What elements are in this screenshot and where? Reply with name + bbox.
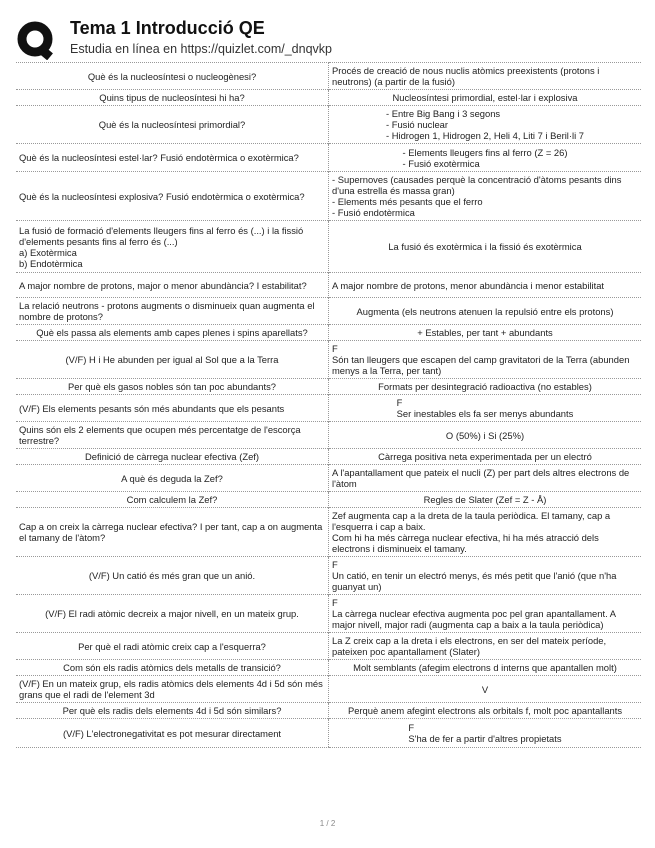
table-row <box>16 676 641 703</box>
answer-cell <box>329 465 642 492</box>
answer-cell <box>329 633 642 660</box>
answer-cell <box>329 449 642 465</box>
question-cell <box>16 221 329 273</box>
question-text: Què és la nucleosíntesi o nucleogènesi? <box>87 70 257 82</box>
question-cell <box>16 325 329 341</box>
flashcard-table <box>16 62 641 748</box>
answer-text: F Són tan lleugers que escapen del camp gravitatori de la Terra (abunden menys a la Terra, per tant) <box>332 343 630 376</box>
question-text: Quins són els 2 elements que ocupen més percentatge de l'escorça terrestre? <box>19 424 301 446</box>
answer-text: - Elements lleugers fins al ferro (Z = 26) - Fusió exotèrmica <box>402 146 568 169</box>
answer-text: Zef augmenta cap a la dreta de la taula periòdica. El tamany, cap a l'esquerra i cap a baix. Com hi ha més càrrega nuclear efectiva, hi ha més atracció dels electrons i disminueix el tamany. <box>332 510 611 554</box>
answer-cell <box>329 221 642 273</box>
question-text: Per què el radi atòmic creix cap a l'esquerra? <box>78 640 266 652</box>
question-cell <box>16 341 329 379</box>
answer-text: Perquè anem afegint electrons als orbitals f, molt poc apantallants <box>347 705 623 716</box>
question-text: (V/F) Un catió és més gran que un anió. <box>88 570 256 581</box>
answer-text: Formats per desintegració radioactiva (no estables) <box>378 381 592 392</box>
question-cell <box>16 90 329 106</box>
answer-cell <box>329 508 642 557</box>
answer-cell <box>329 703 642 719</box>
answer-text: F S'ha de fer a partir d'altres propietats <box>408 722 562 744</box>
question-cell <box>16 676 329 703</box>
table-row <box>16 379 641 395</box>
question-text: Per què els radis dels elements 4d i 5d són similars? <box>62 705 282 716</box>
table-row <box>16 90 641 106</box>
answer-cell <box>329 273 642 298</box>
quizlet-logo-icon <box>16 20 56 60</box>
table-row <box>16 395 641 422</box>
answer-text: - Supernoves (causades perquè la concentració d'àtoms pesants dins d'una estrella és massa gran) - Elements més pesants que el ferro - Fusió endotèrmica <box>332 174 622 218</box>
question-cell <box>16 422 329 449</box>
answer-text: V <box>481 683 489 695</box>
answer-text: O (50%) i Si (25%) <box>445 429 525 441</box>
table-row <box>16 422 641 449</box>
table-row <box>16 492 641 508</box>
answer-cell <box>329 660 642 676</box>
page-header <box>16 14 636 60</box>
question-cell <box>16 395 329 422</box>
answer-cell <box>329 172 642 221</box>
answer-text: Augmenta (els neutrons atenuen la repulsió entre els protons) <box>356 305 614 317</box>
question-cell <box>16 63 329 90</box>
page-title: Tema 1 Introducció QE <box>70 18 265 38</box>
table-row <box>16 595 641 633</box>
question-text: A major nombre de protons, major o menor abundància? I estabilitat? <box>19 279 307 291</box>
table-row <box>16 106 641 144</box>
answer-cell <box>329 298 642 325</box>
table-row <box>16 273 641 298</box>
table-row <box>16 325 641 341</box>
question-text: La relació neutrons - protons augments o disminueix quan augmenta el nombre de protons? <box>19 300 315 322</box>
answer-text: Regles de Slater (Zef = Z - Å) <box>423 494 547 505</box>
question-text: Com calculem la Zef? <box>126 494 218 505</box>
question-text: Què és la nucleosíntesi estel·lar? Fusió endotèrmica o exotèrmica? <box>19 152 299 163</box>
question-cell <box>16 465 329 492</box>
question-cell <box>16 633 329 660</box>
table-row <box>16 341 641 379</box>
question-text: Quins tipus de nucleosíntesi hi ha? <box>99 92 245 103</box>
question-text: La fusió de formació d'elements lleugers fins al ferro és (...) i la fissió d'elements pesants fins al ferro és (...) a) Exotèrmica b) Endotèrmica <box>19 224 304 269</box>
answer-cell <box>329 144 642 172</box>
question-text: (V/F) En un mateix grup, els radis atòmics dels elements 4d i 5d són més grans que el radi de l'element 3d <box>19 678 323 700</box>
answer-cell <box>329 557 642 595</box>
question-text: Cap a on creix la càrrega nuclear efectiva? I per tant, cap a on augmenta el tamany de l'àtom? <box>19 521 323 543</box>
question-text: Què és la nucleosíntesi primordial? <box>98 119 246 130</box>
question-cell <box>16 719 329 748</box>
table-row <box>16 719 641 748</box>
question-cell <box>16 298 329 325</box>
table-row <box>16 144 641 172</box>
question-text: (V/F) L'electronegativitat es pot mesurar directament <box>62 727 282 739</box>
question-cell <box>16 492 329 508</box>
answer-text: La fusió és exotèrmica i la fissió és exotèrmica <box>388 241 582 252</box>
answer-text: A major nombre de protons, menor abundància i menor estabilitat <box>332 279 605 291</box>
answer-cell <box>329 341 642 379</box>
question-cell <box>16 660 329 676</box>
answer-text: Procés de creació de nous nuclis atòmics preexistents (protons i neutrons) (a partir de la fusió) <box>332 65 600 87</box>
table-row <box>16 465 641 492</box>
question-cell <box>16 557 329 595</box>
question-cell <box>16 703 329 719</box>
question-text: Què és la nucleosíntesi explosiva? Fusió endotèrmica o exotèrmica? <box>19 190 305 202</box>
question-cell <box>16 508 329 557</box>
page-number: 1 / 2 <box>319 819 336 828</box>
question-text: Definició de càrrega nuclear efectiva (Zef) <box>84 451 260 462</box>
table-row <box>16 298 641 325</box>
table-row <box>16 703 641 719</box>
answer-text: + Estables, per tant + abundants <box>417 327 553 338</box>
answer-cell <box>329 595 642 633</box>
question-cell <box>16 379 329 395</box>
answer-cell <box>329 422 642 449</box>
answer-cell <box>329 63 642 90</box>
table-row <box>16 633 641 660</box>
question-text: (V/F) Els elements pesants són més abundants que els pesants <box>19 402 285 414</box>
page-subtitle: Estudia en línea en https://quizlet.com/_dnqvkp <box>70 42 332 56</box>
question-text: (V/F) El radi atòmic decreix a major nivell, en un mateix grup. <box>45 608 299 619</box>
table-row <box>16 508 641 557</box>
question-cell <box>16 595 329 633</box>
question-cell <box>16 144 329 172</box>
table-row <box>16 660 641 676</box>
answer-cell <box>329 379 642 395</box>
question-text: A què és deguda la Zef? <box>121 472 223 484</box>
question-cell <box>16 273 329 298</box>
answer-cell <box>329 106 642 144</box>
answer-text: La Z creix cap a la dreta i els electrons, en ser del mateix període, pateixen poc apantallament (Slater) <box>332 635 607 657</box>
answer-text: F Ser inestables els fa ser menys abundants <box>396 397 574 419</box>
answer-cell <box>329 395 642 422</box>
question-text: (V/F) H i He abunden per igual al Sol que a la Terra <box>65 354 279 365</box>
table-row <box>16 63 641 90</box>
answer-text: F La càrrega nuclear efectiva augmenta poc pel gran apantallament. A major nivell, major radi (augmenta cap a baix a la taula periòdica) <box>332 597 616 630</box>
answer-text: Càrrega positiva neta experimentada per un electró <box>378 451 592 462</box>
answer-text: F Un catió, en tenir un electró menys, és més petit que l'anió (que n'ha guanyat un) <box>332 559 617 592</box>
answer-cell <box>329 492 642 508</box>
answer-text: - Entre Big Bang i 3 segons - Fusió nuclear - Hidrogen 1, Hidrogen 2, Heli 4, Liti 7 i Beril·li 7 <box>385 108 584 141</box>
answer-cell <box>329 719 642 748</box>
question-text: Per què els gasos nobles són tan poc abundants? <box>68 381 276 392</box>
table-row <box>16 557 641 595</box>
answer-text: Molt semblants (afegim electrons d interns que apantallen molt) <box>353 662 617 673</box>
question-cell <box>16 449 329 465</box>
table-row <box>16 172 641 221</box>
question-text: Com són els radis atòmics dels metalls de transició? <box>63 662 281 673</box>
answer-cell <box>329 676 642 703</box>
table-row <box>16 221 641 273</box>
answer-cell <box>329 325 642 341</box>
table-row <box>16 449 641 465</box>
question-cell <box>16 106 329 144</box>
answer-text: Nucleosíntesi primordial, estel·lar i explosiva <box>392 92 578 103</box>
answer-text: A l'apantallament que pateix el nucli (Z) per part dels altres electrons de l'àtom <box>332 467 630 489</box>
question-text: Què els passa als elements amb capes plenes i spins aparellats? <box>36 327 308 338</box>
question-cell <box>16 172 329 221</box>
answer-cell <box>329 90 642 106</box>
